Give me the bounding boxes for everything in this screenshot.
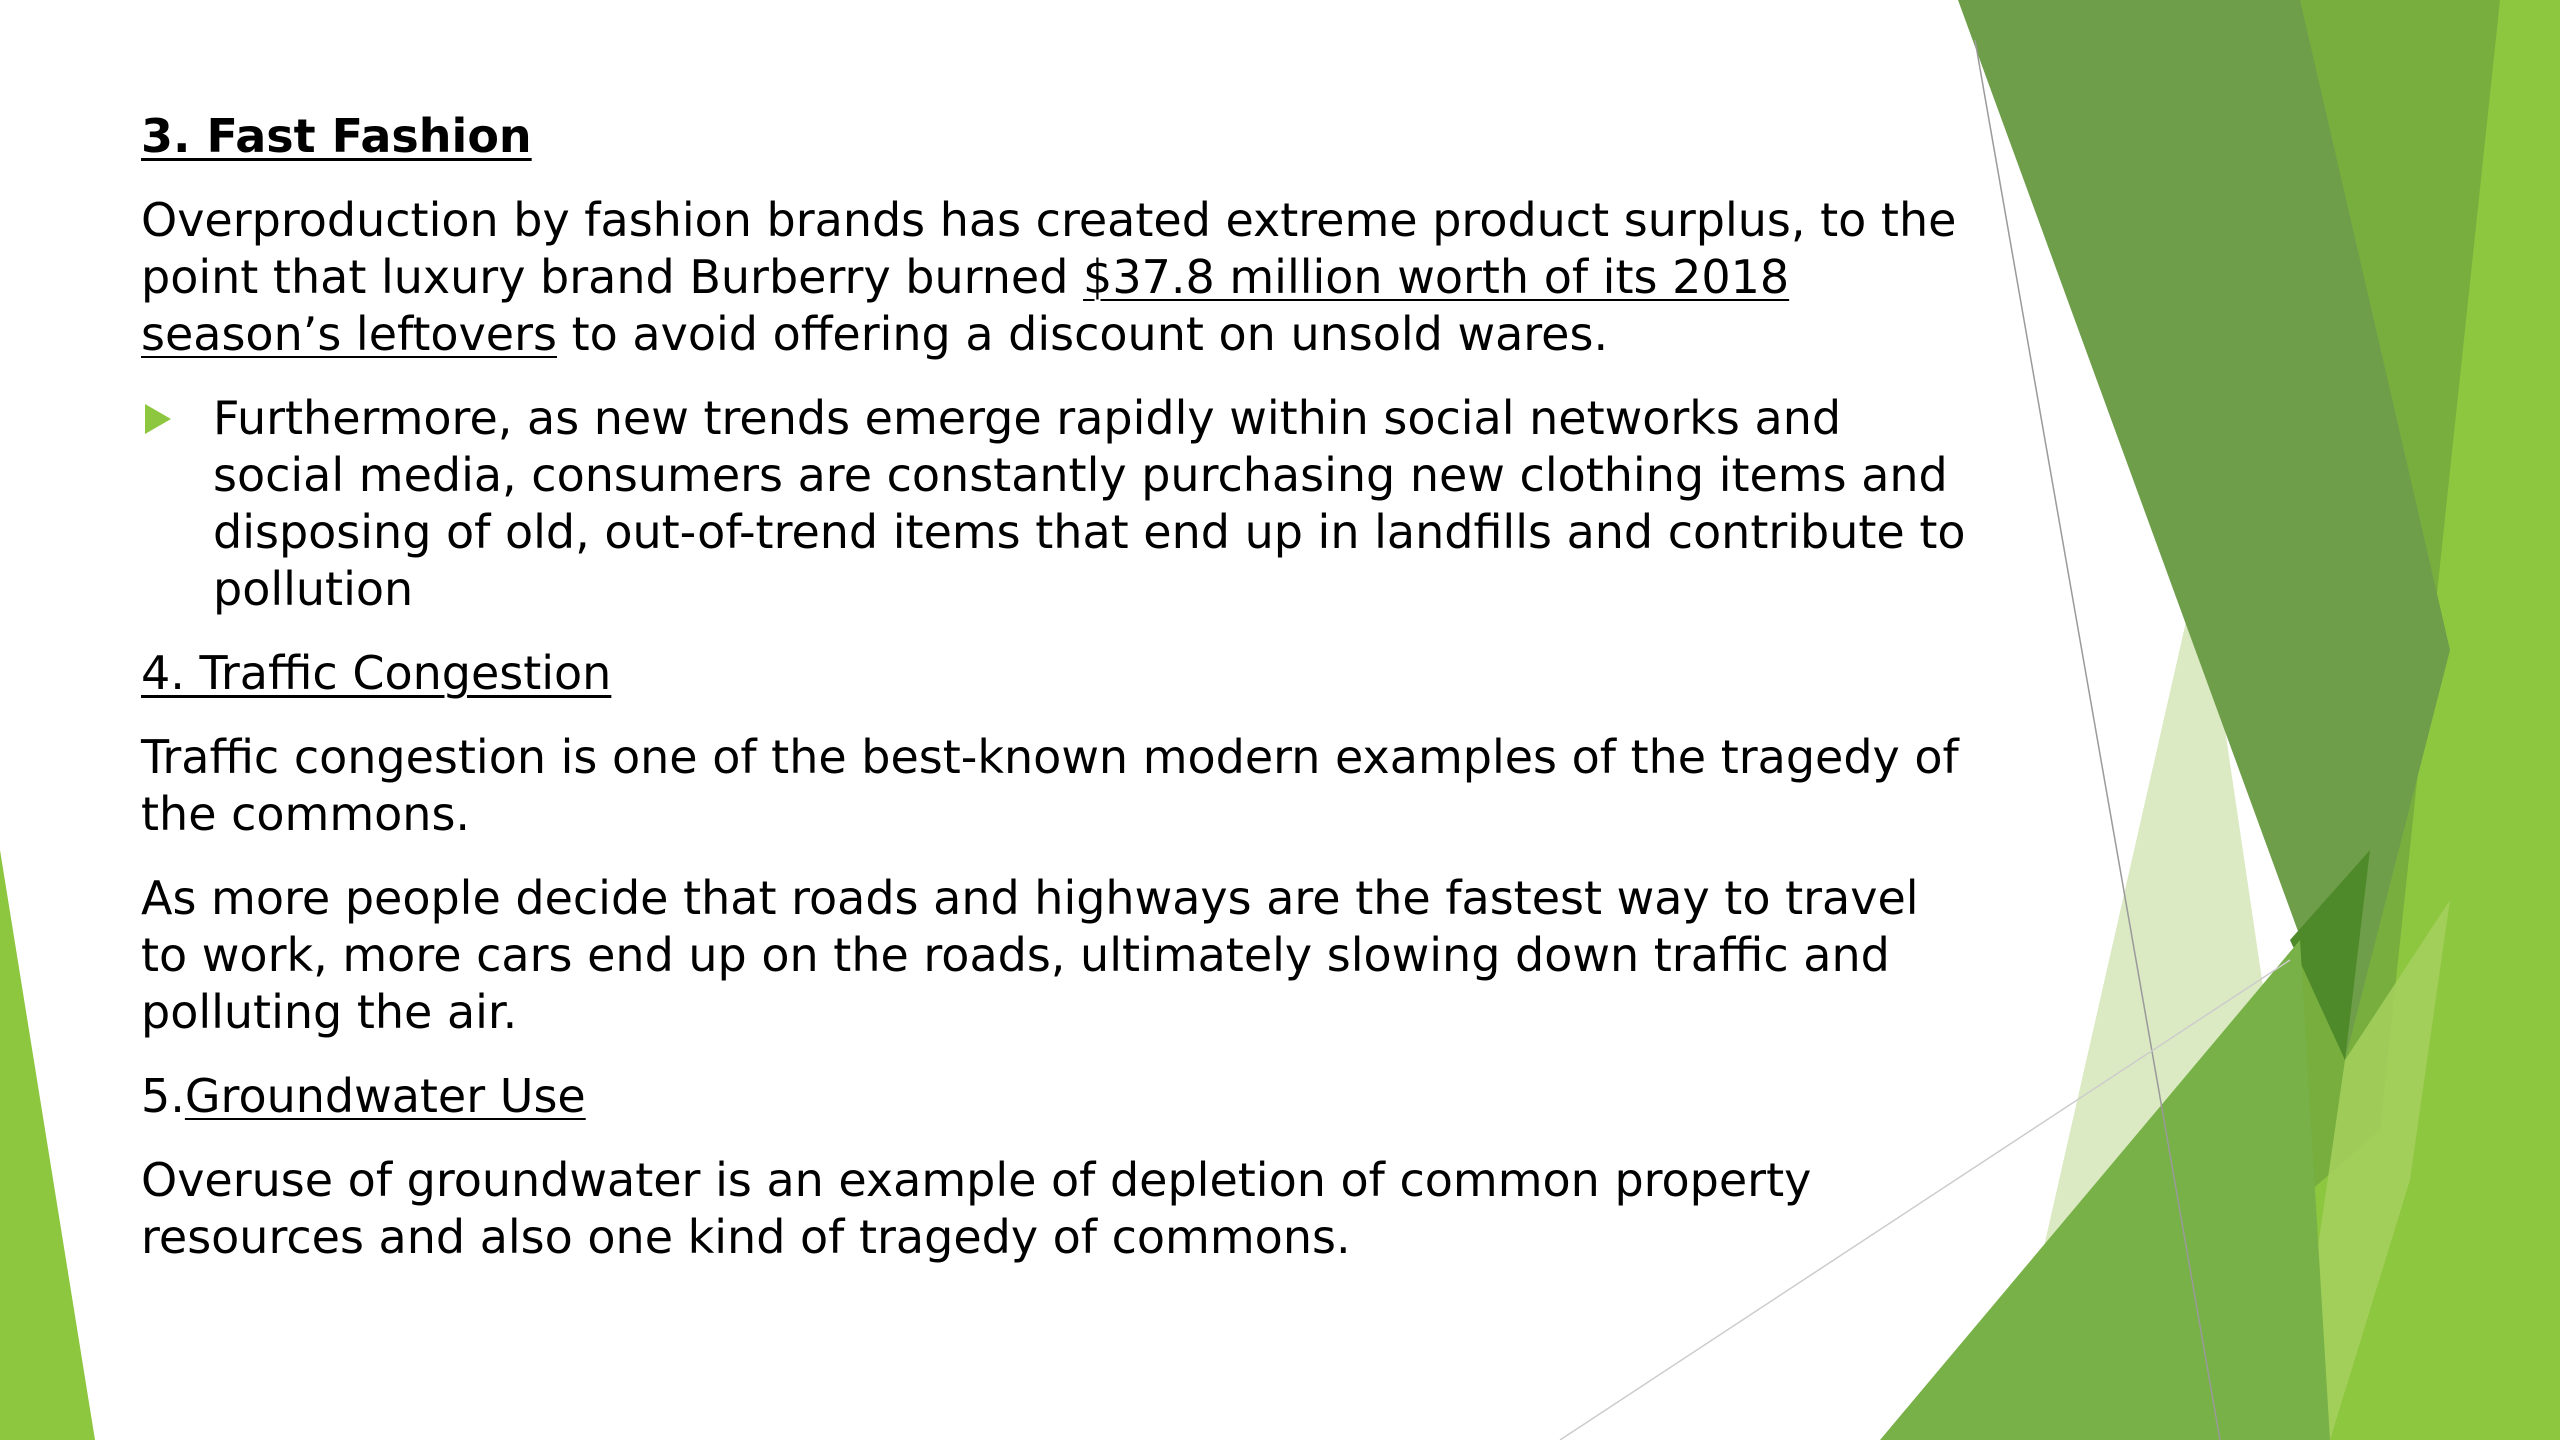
section-3-bullet <box>141 390 1971 618</box>
section-4-heading: 4. Traffic Congestion <box>141 646 612 700</box>
section-5-heading-number: 5. <box>141 1069 185 1123</box>
burberry-link[interactable]: $37.8 million worth of its 2018 season’s leftovers <box>141 250 1790 361</box>
section-3-text-after: to avoid offering a discount on unsold wares. <box>556 307 1609 361</box>
section-5-heading-text: Groundwater Use <box>184 1069 586 1123</box>
section-5-paragraph: Overuse of groundwater is an example of depletion of common property resources and also one kind of tragedy of commons. <box>141 1153 1812 1264</box>
section-5-heading <box>141 1068 1971 1125</box>
section-3-text-before: Overproduction by fashion brands has created extreme product surplus, to the point that luxury brand Burberry burned <box>141 193 1957 304</box>
section-4-paragraph-1: Traffic congestion is one of the best-known modern examples of the tragedy of the commons. <box>141 730 1959 841</box>
section-3-bullet-text: Furthermore, as new trends emerge rapidly within social networks and social media, consumers are constantly purchasing new clothing items and disposing of old, out-of-trend items that end up in landfills and contribute to pollution <box>213 391 1966 616</box>
bullet-arrow-icon <box>145 404 171 434</box>
section-3-paragraph <box>141 192 1971 363</box>
left-green-shape <box>0 850 95 1440</box>
section-4-paragraph-2: As more people decide that roads and highways are the fastest way to travel to work, more cars end up on the roads, ultimately slowing down traffic and polluting the air. <box>141 871 1919 1039</box>
slide-content <box>141 108 1971 1266</box>
section-3-heading: 3. Fast Fashion <box>141 109 532 163</box>
